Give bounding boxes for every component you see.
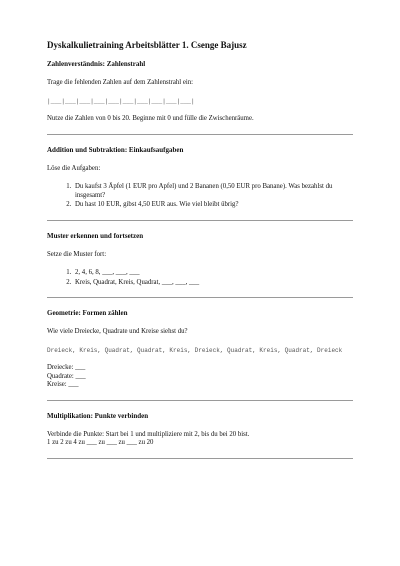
- section-heading: Geometrie: Formen zählen: [47, 309, 128, 317]
- instruction-lines: [47, 431, 353, 448]
- section-instruction: Wie viele Dreiecke, Quadrate und Kreise siehst du?: [47, 328, 188, 335]
- section-muster: [47, 232, 353, 299]
- section-einkaufsaufgaben: [47, 146, 353, 221]
- section-instruction: Löse die Aufgaben:: [47, 164, 101, 172]
- section-heading: Muster erkennen und fortsetzen: [47, 231, 144, 240]
- number-line: |___|___|___|___|___|___|___|___|___|___|: [47, 97, 195, 105]
- section-note: Nutze die Zahlen von 0 bis 20. Beginne mit 0 und fülle die Zwischenräume.: [47, 115, 254, 122]
- section-heading: Addition und Subtraktion: Einkaufsaufgaben: [47, 145, 184, 154]
- answer-lines: [47, 364, 353, 390]
- section-heading: Zahlenverständnis: Zahlenstrahl: [47, 60, 146, 68]
- section-heading: Multiplikation: Punkte verbinden: [47, 411, 149, 420]
- task-list: [47, 269, 353, 287]
- task-item: 1. Du kaufst 3 Äpfel (1 EUR pro Apfel) und 2 Bananen (0,50 EUR pro Banane). Was bezahlst du insgesamt?: [73, 183, 353, 200]
- section-divider: [47, 297, 353, 298]
- answer-line: Kreise: ___: [47, 381, 79, 388]
- section-divider: [47, 400, 353, 401]
- section-instruction: Setze die Muster fort:: [47, 250, 107, 258]
- task-item: 2. Du hast 10 EUR, gibst 4,50 EUR aus. Wie viel bleibt übrig?: [73, 201, 353, 210]
- sequence-line: 1 zu 2 zu 4 zu ___ zu ___ zu ___ zu 20: [47, 439, 154, 446]
- section-multiplikation: [47, 412, 353, 459]
- page-title: Dyskalkulietraining Arbeitsblätter 1. Csenge Bajusz: [47, 40, 247, 50]
- section-divider: [47, 134, 353, 135]
- answer-line: Dreiecke: ___: [47, 364, 86, 371]
- answer-line: Quadrate: ___: [47, 372, 86, 380]
- section-divider: [47, 220, 353, 221]
- section-instruction: Verbinde die Punkte: Start bei 1 und multipliziere mit 2, bis du bei 20 bist.: [47, 430, 250, 438]
- section-divider: [47, 458, 353, 459]
- section-geometrie: [47, 309, 353, 401]
- task-item: 1. 2, 4, 6, 8, ___, ___, ___: [73, 269, 353, 278]
- task-item: 2. Kreis, Quadrat, Kreis, Quadrat, ___, ___, ___: [73, 279, 353, 288]
- shape-list: Dreieck, Kreis, Quadrat, Quadrat, Kreis, Dreieck, Quadrat, Kreis, Quadrat, Dreieck: [47, 346, 343, 354]
- section-instruction: Trage die fehlenden Zahlen auf dem Zahlenstrahl ein:: [47, 79, 194, 86]
- task-list: [47, 183, 353, 210]
- section-zahlenstrahl: [47, 60, 353, 135]
